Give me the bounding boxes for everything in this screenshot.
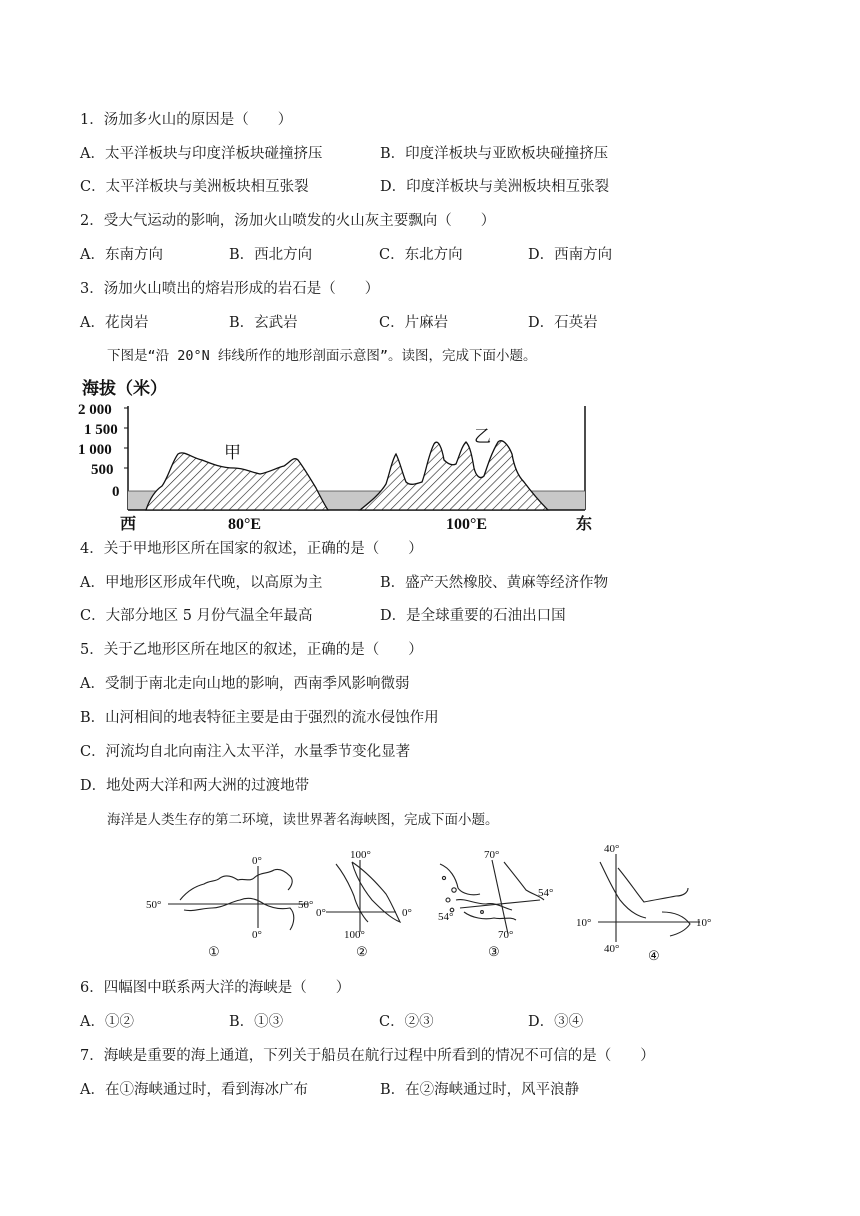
q7-option-a: A．在①海峡通过时，看到海冰广布: [80, 1082, 308, 1098]
strait3-label-54-right: 54°: [538, 887, 554, 899]
profile-label-jia: 甲: [224, 443, 241, 462]
q5-option-b: B．山河相间的地表特征主要是由于强烈的流水侵蚀作用: [80, 710, 439, 726]
intro-straits: 海洋是人类生存的第二环境，读世界著名海峡图，完成下面小题。: [107, 812, 499, 828]
strait3-label-70-top: 70°: [484, 849, 500, 861]
profile-xlabel-east: 东: [576, 516, 593, 532]
strait2-label-0-right: 0°: [402, 907, 412, 919]
q2-option-b: B．西北方向: [229, 247, 313, 263]
question-2-stem: 2．受大气运动的影响，汤加火山喷发的火山灰主要飘向（ ）: [80, 213, 496, 229]
landmass-indochina: [360, 441, 548, 510]
strait4-number: ④: [648, 948, 660, 963]
strait4-label-10-left: 10°: [576, 917, 592, 929]
q1-option-a: A．太平洋板块与印度洋板块碰撞挤压: [80, 146, 323, 162]
strait3-number: ③: [488, 944, 500, 959]
q3-option-b: B．玄武岩: [229, 315, 298, 331]
profile-ytick-1500: 1 500: [84, 422, 118, 438]
question-3-stem: 3．汤加火山喷出的熔岩形成的岩石是（ ）: [80, 281, 380, 297]
profile-label-yi: 乙: [474, 427, 491, 446]
strait2-label-100-bottom: 100°: [344, 929, 365, 941]
q2-option-d: D．西南方向: [528, 247, 613, 263]
intro-profile: 下图是“沿 20°N 纬线所作的地形剖面示意图”。读图，完成下面小题。: [107, 348, 537, 364]
q2-option-c: C．东北方向: [379, 247, 463, 263]
q4-option-a: A．甲地形区形成年代晚，以高原为主: [80, 575, 323, 591]
profile-ytick-500: 500: [91, 462, 114, 478]
q6-option-a: A．①②: [80, 1014, 134, 1030]
q3-option-d: D．石英岩: [528, 315, 598, 331]
question-1-stem: 1．汤加多火山的原因是（ ）: [80, 112, 293, 128]
strait1-label-0-bottom: 0°: [252, 929, 262, 941]
strait1-label-50-right: 50°: [298, 899, 314, 911]
question-7-stem: 7．海峡是重要的海上通道，下列关于船员在航行过程中所看到的情况不可信的是（ ）: [80, 1048, 655, 1064]
strait2-number: ②: [356, 944, 368, 959]
q5-option-d: D．地处两大洋和两大洲的过渡地带: [80, 778, 310, 794]
q7-option-b: B．在②海峡通过时，风平浪静: [380, 1082, 580, 1098]
terrain-profile-figure: [78, 372, 598, 532]
strait2-label-100-top: 100°: [350, 849, 371, 861]
question-4-stem: 4．关于甲地形区所在国家的叙述，正确的是（ ）: [80, 541, 423, 557]
profile-xlabel-west: 西: [120, 516, 137, 532]
q6-option-d: D．③④: [528, 1014, 584, 1030]
q4-option-b: B．盛产天然橡胶、黄麻等经济作物: [380, 575, 609, 591]
question-6-stem: 6．四幅图中联系两大洋的海峡是（ ）: [80, 980, 351, 996]
strait4-label-40-top: 40°: [604, 843, 620, 855]
q6-option-b: B．①③: [229, 1014, 284, 1030]
q4-option-d: D．是全球重要的石油出口国: [380, 608, 566, 624]
q3-option-c: C．片麻岩: [379, 315, 449, 331]
strait1-number: ①: [208, 944, 220, 959]
profile-ytick-1000: 1 000: [78, 442, 112, 458]
straits-figure: [140, 838, 720, 968]
profile-xlabel-100e: 100°E: [446, 516, 488, 532]
strait3-label-70-bottom: 70°: [498, 929, 514, 941]
q2-option-a: A．东南方向: [80, 247, 163, 263]
q1-option-c: C．太平洋板块与美洲板块相互张裂: [80, 179, 309, 195]
strait2-label-0-left: 0°: [316, 907, 326, 919]
q1-option-d: D．印度洋板块与美洲板块相互张裂: [380, 179, 610, 195]
strait4-label-10-right: 10°: [696, 917, 712, 929]
profile-ytick-0: 0: [112, 484, 120, 500]
q3-option-a: A．花岗岩: [80, 315, 149, 331]
q6-option-c: C．②③: [379, 1014, 434, 1030]
profile-xlabel-80e: 80°E: [228, 516, 262, 532]
question-5-stem: 5．关于乙地形区所在地区的叙述，正确的是（ ）: [80, 642, 423, 658]
q5-option-c: C．河流均自北向南注入太平洋，水量季节变化显著: [80, 744, 411, 760]
q1-option-b: B．印度洋板块与亚欧板块碰撞挤压: [380, 146, 609, 162]
strait1-label-0-top: 0°: [252, 855, 262, 867]
q4-option-c: C．大部分地区 5 月份气温全年最高: [80, 608, 313, 624]
strait3-label-54-left: 54°: [438, 911, 454, 923]
profile-ylabel: 海拔（米）: [82, 379, 167, 398]
strait1-label-50-left: 50°: [146, 899, 162, 911]
q5-option-a: A．受制于南北走向山地的影响，西南季风影响微弱: [80, 676, 410, 692]
strait4-label-40-bottom: 40°: [604, 943, 620, 955]
profile-ytick-2000: 2 000: [78, 402, 112, 418]
